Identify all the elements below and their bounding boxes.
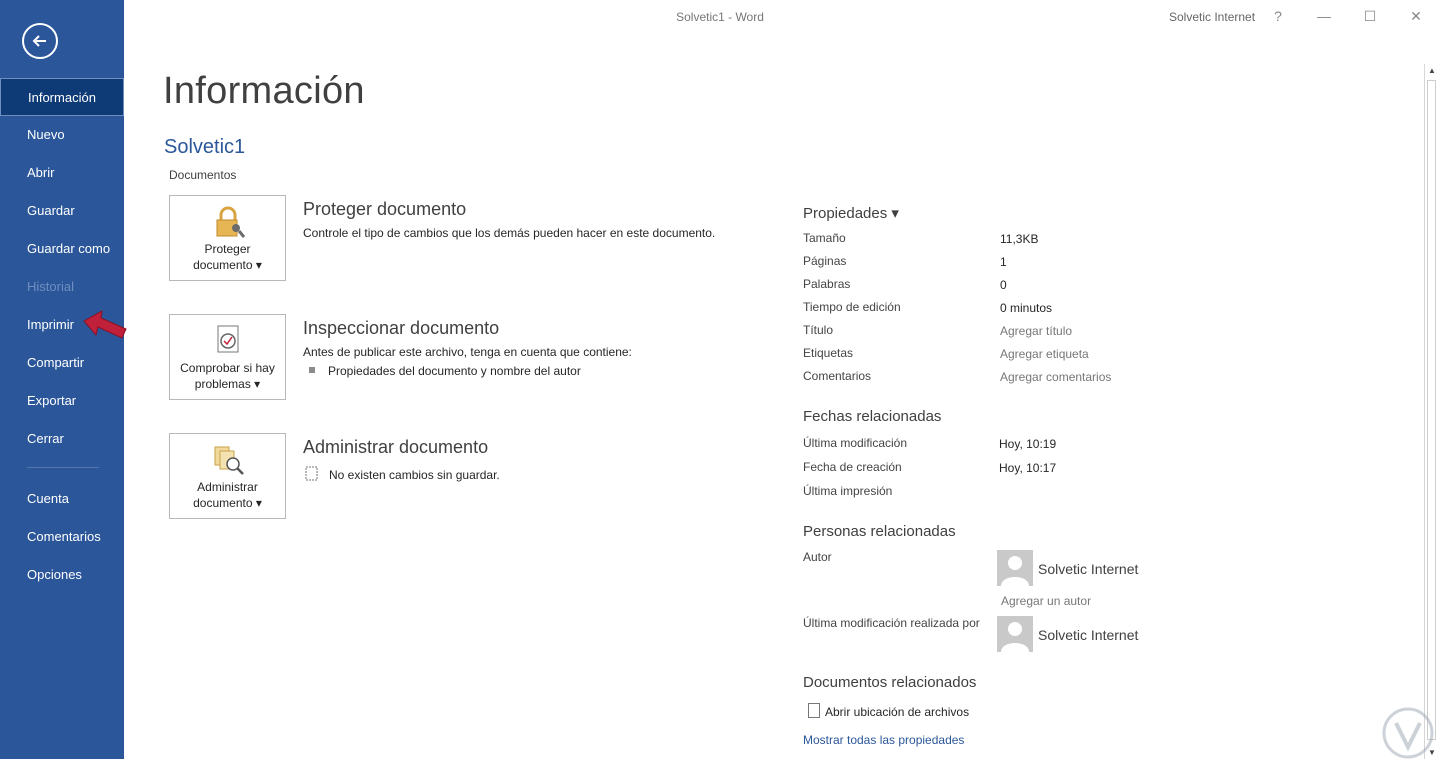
date-label-created: Fecha de creación (803, 460, 902, 474)
protect-button-label: Proteger documento ▾ (193, 242, 262, 272)
restore-button[interactable]: ☐ (1363, 8, 1377, 24)
prop-value-edit-time: 0 minutos (1000, 301, 1053, 315)
protect-description: Controle el tipo de cambios que los demás pueden hacer en este documento. (303, 226, 716, 240)
author-label: Autor (803, 550, 832, 564)
signed-in-user[interactable]: Solvetic Internet (1169, 10, 1256, 24)
nav-divider (27, 467, 99, 468)
check-issues-button[interactable] (169, 314, 286, 400)
author-name[interactable]: Solvetic Internet (1038, 561, 1139, 577)
close-button[interactable]: ✕ (1410, 8, 1422, 24)
modified-by-label: Última modificación realizada por (803, 616, 980, 630)
nav-abrir[interactable]: Abrir (27, 165, 55, 180)
prop-label-size: Tamaño (803, 231, 846, 245)
nav-exportar[interactable]: Exportar (27, 393, 77, 408)
nav-guardar-como[interactable]: Guardar como (27, 241, 111, 256)
nav-comentarios[interactable]: Comentarios (27, 529, 101, 544)
nav-opciones[interactable]: Opciones (27, 567, 82, 582)
backstage-sidebar (0, 0, 124, 759)
scroll-down-icon[interactable]: ▼ (1428, 748, 1436, 757)
prop-label-comments: Comentarios (803, 369, 872, 383)
person-icon (997, 550, 1033, 586)
prop-value-tags-input[interactable]: Agregar etiqueta (1000, 347, 1089, 361)
prop-value-size: 11,3KB (1000, 232, 1039, 246)
modified-by-avatar[interactable] (997, 616, 1033, 652)
nav-imprimir[interactable]: Imprimir (27, 317, 74, 332)
bullet-icon (309, 367, 315, 373)
people-heading: Personas relacionadas (803, 523, 956, 540)
person-icon (997, 616, 1033, 652)
nav-compartir[interactable]: Compartir (27, 355, 85, 370)
nav-informacion[interactable]: Información (0, 78, 124, 116)
document-location[interactable]: Documentos (169, 168, 237, 182)
nav-cerrar[interactable]: Cerrar (27, 431, 64, 446)
open-file-location-link[interactable]: Abrir ubicación de archivos (825, 705, 970, 719)
minimize-button[interactable]: — (1317, 8, 1331, 24)
manage-versions-icon (210, 442, 246, 478)
prop-value-words: 0 (1000, 278, 1007, 292)
unsaved-doc-icon (305, 466, 318, 481)
prop-value-pages: 1 (1000, 255, 1007, 269)
inspect-bullet-text: Propiedades del documento y nombre del autor (328, 364, 581, 378)
nav-cuenta[interactable]: Cuenta (27, 491, 69, 506)
inspect-document-icon (210, 323, 246, 359)
page-title: Información (163, 70, 365, 112)
date-value-created: Hoy, 10:17 (999, 461, 1057, 475)
protect-document-button[interactable] (169, 195, 286, 281)
prop-value-comments-input[interactable]: Agregar comentarios (1000, 370, 1112, 384)
check-issues-label: Comprobar si hay problemas ▾ (180, 361, 275, 391)
vertical-scrollbar[interactable] (1424, 64, 1438, 759)
watermark-logo-icon (1380, 703, 1436, 759)
manage-document-label: Administrar documento ▾ (193, 480, 262, 510)
protect-title: Proteger documento (303, 199, 467, 219)
date-value-modified: Hoy, 10:19 (999, 437, 1057, 451)
back-arrow-icon (30, 31, 50, 51)
properties-heading[interactable]: Propiedades ▾ (803, 205, 899, 222)
nav-historial: Historial (27, 279, 74, 294)
prop-label-pages: Páginas (803, 254, 847, 268)
dates-heading: Fechas relacionadas (803, 408, 942, 425)
prop-label-words: Palabras (803, 277, 851, 291)
prop-label-title: Título (803, 323, 834, 337)
scroll-up-icon[interactable]: ▲ (1428, 66, 1436, 75)
manage-description: No existen cambios sin guardar. (329, 468, 500, 482)
date-label-modified: Última modificación (803, 436, 908, 450)
help-button[interactable]: ? (1274, 8, 1282, 24)
inspect-title: Inspeccionar documento (303, 318, 500, 338)
manage-title: Administrar documento (303, 437, 489, 457)
lock-key-icon (210, 204, 246, 240)
modified-by-name[interactable]: Solvetic Internet (1038, 627, 1139, 643)
manage-document-button[interactable] (169, 433, 286, 519)
prop-label-edit-time: Tiempo de edición (803, 300, 901, 314)
back-button[interactable] (22, 23, 58, 59)
document-name: Solvetic1 (164, 136, 246, 158)
inspect-description: Antes de publicar este archivo, tenga en cuenta que contiene: (303, 345, 632, 359)
scroll-thumb[interactable] (1427, 80, 1436, 740)
window-title: Solvetic1 - Word (676, 10, 764, 24)
prop-label-tags: Etiquetas (803, 346, 854, 360)
pointer-arrow-icon (82, 309, 130, 345)
file-icon (808, 703, 820, 718)
date-label-printed: Última impresión (803, 484, 893, 498)
related-docs-heading: Documentos relacionados (803, 674, 977, 691)
prop-value-title-input[interactable]: Agregar título (1000, 324, 1073, 338)
show-all-properties-link[interactable]: Mostrar todas las propiedades (803, 733, 965, 747)
add-author-link[interactable]: Agregar un autor (1001, 594, 1092, 608)
author-avatar[interactable] (997, 550, 1033, 586)
nav-guardar[interactable]: Guardar (27, 203, 75, 218)
nav-nuevo[interactable]: Nuevo (27, 127, 65, 142)
